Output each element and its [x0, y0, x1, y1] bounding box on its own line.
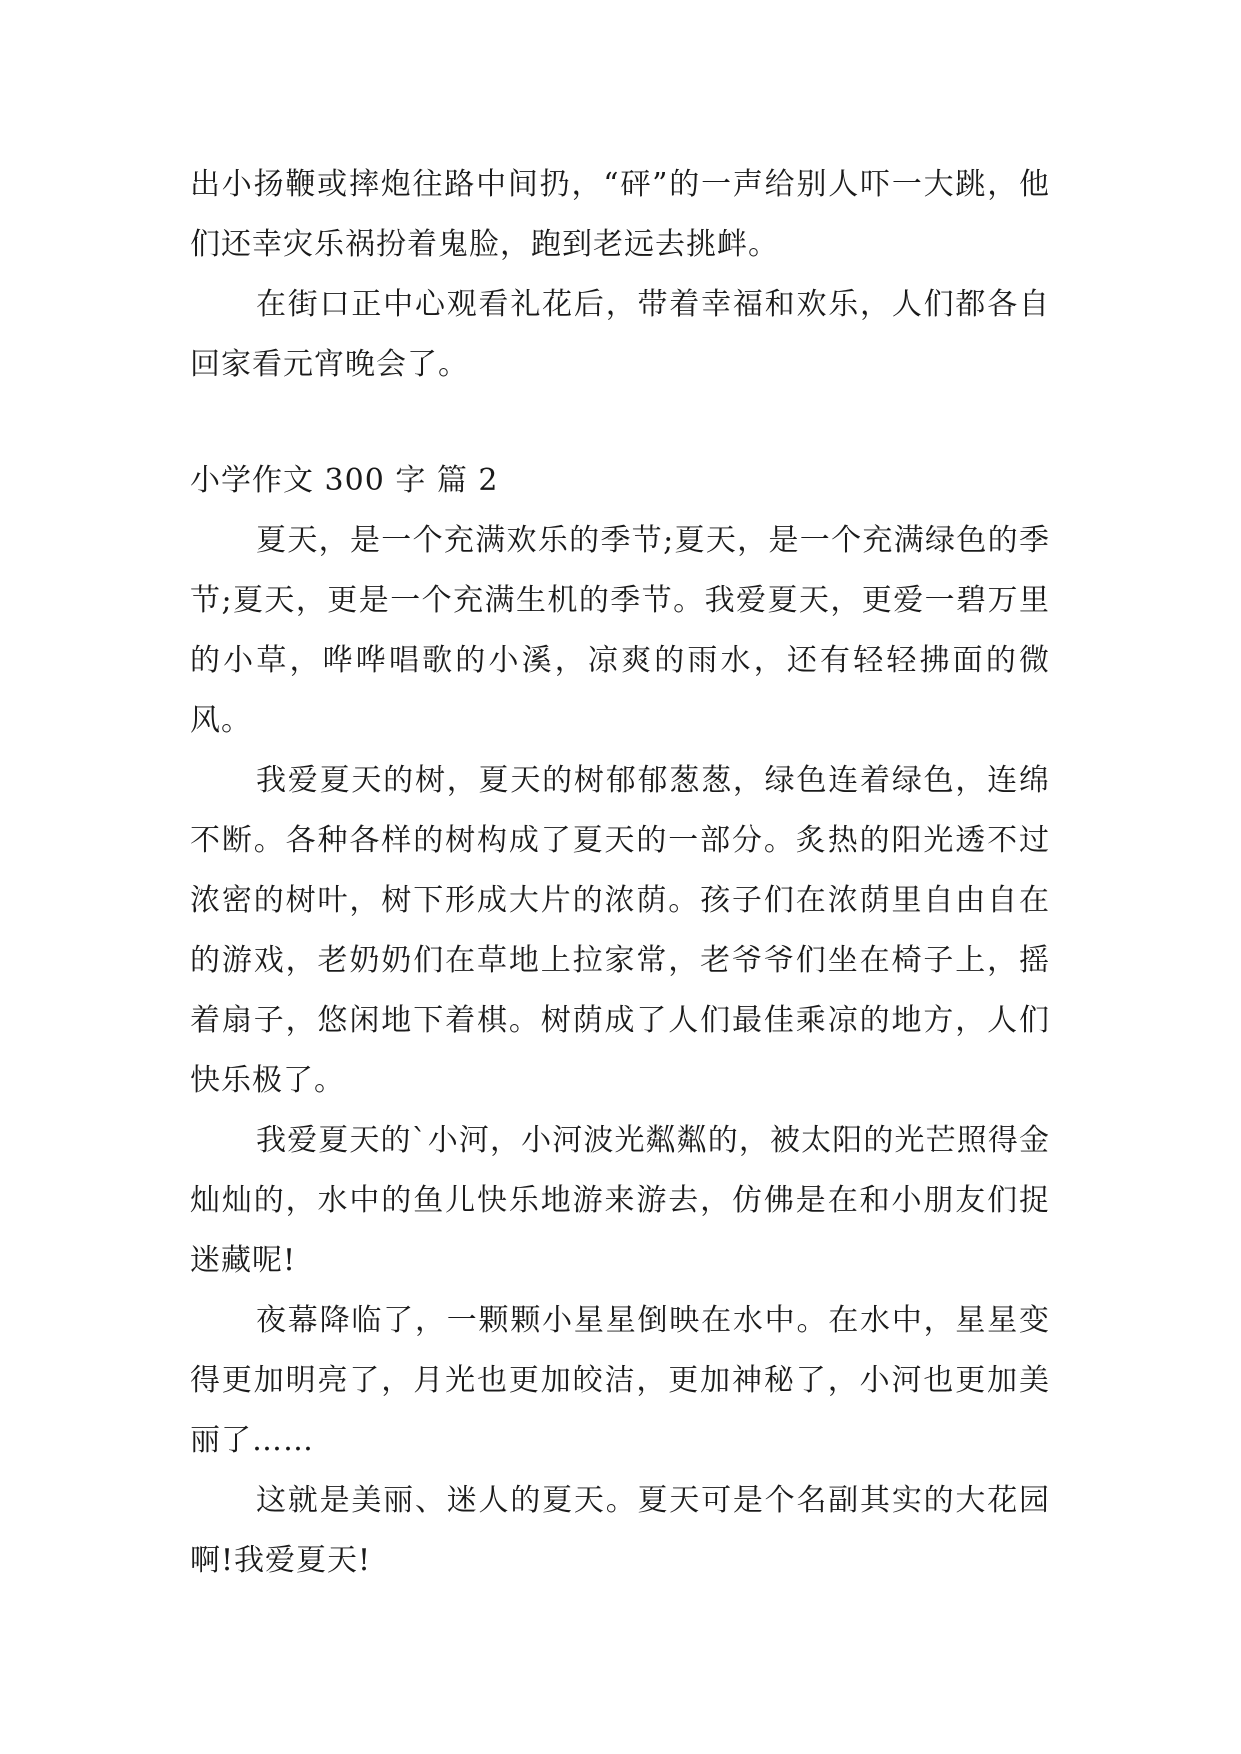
- paragraph-3: 夏天，是一个充满欢乐的季节;夏天，是一个充满绿色的季节;夏天，更是一个充满生机的季节。我爱夏天，更爱一碧万里的小草，哗哗唱歌的小溪，凉爽的雨水，还有轻轻拂面的微风。: [190, 523, 1050, 738]
- paragraph-2: 在街口正中心观看礼花后，带着幸福和欢乐，人们都各自回家看元宵晚会了。: [190, 287, 1050, 382]
- paragraph-7: 这就是美丽、迷人的夏天。夏天可是个名副其实的大花园啊!我爱夏天!: [190, 1483, 1050, 1578]
- section-heading: 小学作文 300 字 篇 2: [190, 463, 499, 498]
- paragraph-4: 我爱夏天的树，夏天的树郁郁葱葱，绿色连着绿色，连绵不断。各种各样的树构成了夏天的一部分。炙热的阳光透不过浓密的树叶，树下形成大片的浓荫。孩子们在浓荫里自由自在的游戏，老奶奶们在草地上拉家常，老爷爷们坐在椅子上，摇着扇子，悠闲地下着棋。树荫成了人们最佳乘凉的地方，人们快乐极了。: [190, 763, 1050, 1098]
- paragraph-1: 出小扬鞭或摔炮往路中间扔，“砰”的一声给别人吓一大跳，他们还幸灾乐祸扮着鬼脸，跑到老远去挑衅。: [190, 167, 1050, 262]
- document-body: [190, 155, 1050, 1591]
- paragraph-6: 夜幕降临了，一颗颗小星星倒映在水中。在水中，星星变得更加明亮了，月光也更加皎洁，更加神秘了，小河也更加美丽了……: [190, 1303, 1050, 1458]
- paragraph-5: 我爱夏天的`小河，小河波光粼粼的，被太阳的光芒照得金灿灿的，水中的鱼儿快乐地游来游去，仿佛是在和小朋友们捉迷藏呢!: [190, 1123, 1050, 1278]
